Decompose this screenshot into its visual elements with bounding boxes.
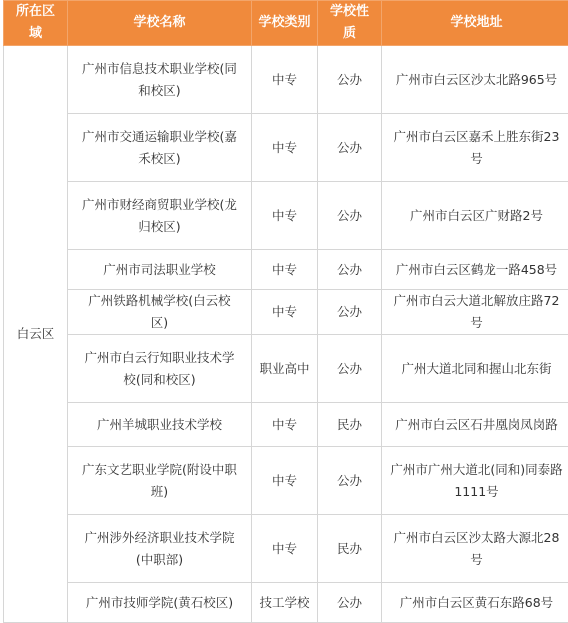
school-nature: 公办 [318, 114, 382, 182]
school-category: 中专 [252, 403, 318, 447]
school-name: 广州市技师学院(黄石校区) [68, 583, 252, 623]
table-row [4, 335, 568, 403]
school-address: 广州市白云区沙太路大源北28号 [382, 515, 568, 583]
school-table [3, 0, 568, 623]
school-address: 广州市白云区沙太北路965号 [382, 46, 568, 114]
school-nature: 公办 [318, 182, 382, 250]
school-nature: 民办 [318, 403, 382, 447]
header-school-name: 学校名称 [68, 1, 252, 46]
school-address: 广州市白云区黄石东路68号 [382, 583, 568, 623]
school-category: 技工学校 [252, 583, 318, 623]
table-row [4, 182, 568, 250]
school-category: 职业高中 [252, 335, 318, 403]
school-category: 中专 [252, 250, 318, 290]
school-category: 中专 [252, 182, 318, 250]
school-nature: 公办 [318, 335, 382, 403]
school-name: 广州羊城职业技术学校 [68, 403, 252, 447]
table-row [4, 583, 568, 623]
school-name: 广州市信息技术职业学校(同和校区) [68, 46, 252, 114]
table-row [4, 515, 568, 583]
header-region: 所在区域 [4, 1, 68, 46]
school-name: 广州市白云行知职业技术学校(同和校区) [68, 335, 252, 403]
school-name: 广州铁路机械学校(白云校区) [68, 290, 252, 335]
school-nature: 公办 [318, 447, 382, 515]
school-address: 广州市白云大道北解放庄路72号 [382, 290, 568, 335]
school-category: 中专 [252, 515, 318, 583]
header-row [4, 1, 568, 46]
school-name: 广州市交通运输职业学校(嘉禾校区) [68, 114, 252, 182]
table-row [4, 290, 568, 335]
school-nature: 公办 [318, 583, 382, 623]
table-row [4, 46, 568, 114]
school-name: 广州市司法职业学校 [68, 250, 252, 290]
header-school-nature: 学校性质 [318, 1, 382, 46]
school-name: 广州市财经商贸职业学校(龙归校区) [68, 182, 252, 250]
school-category: 中专 [252, 447, 318, 515]
header-school-address: 学校地址 [382, 1, 568, 46]
school-address: 广州市白云区石井凰岗凤岗路 [382, 403, 568, 447]
table-row [4, 447, 568, 515]
region-cell: 白云区 [4, 46, 68, 623]
table-row [4, 114, 568, 182]
school-address: 广州市白云区广财路2号 [382, 182, 568, 250]
header-school-category: 学校类别 [252, 1, 318, 46]
school-nature: 公办 [318, 290, 382, 335]
school-nature: 公办 [318, 250, 382, 290]
school-address: 广州市白云区鹤龙一路458号 [382, 250, 568, 290]
school-category: 中专 [252, 114, 318, 182]
table-row [4, 250, 568, 290]
school-name: 广州涉外经济职业技术学院(中职部) [68, 515, 252, 583]
school-nature: 民办 [318, 515, 382, 583]
table-row [4, 403, 568, 447]
school-address: 广州市白云区嘉禾上胜东街23号 [382, 114, 568, 182]
school-address: 广州大道北同和握山北东街 [382, 335, 568, 403]
school-nature: 公办 [318, 46, 382, 114]
school-category: 中专 [252, 46, 318, 114]
school-address: 广州市广州大道北(同和)同泰路1111号 [382, 447, 568, 515]
school-category: 中专 [252, 290, 318, 335]
school-name: 广东文艺职业学院(附设中职班) [68, 447, 252, 515]
